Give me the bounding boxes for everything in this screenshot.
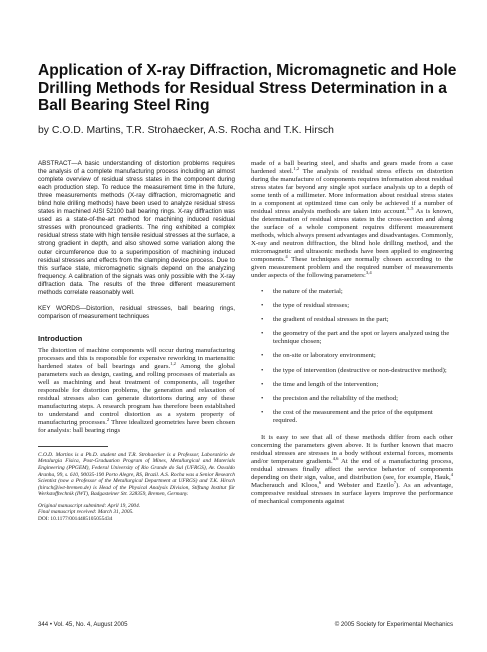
right-paragraph-2: It is easy to see that all of these methods differ from each other concerning the parameters given above. It is further known that macro residual stresses are stresses in a body without external forces, moments and/or temperature gradients.$^{4,6}$ At the end of a manufacturing process, residual stresses finally affect the service behavior of components depending on their sign, value, and distribution (see, for example, Hauk,$^4$ Macherauch and Kloos,$^6$ and Webster and Ezeilo$^7$). As an advantage, compressive residual stresses in surface layers improve the performance of mechanical components against — [251, 434, 454, 505]
introduction-heading: Introduction — [38, 333, 83, 343]
manuscript-dates: Original manuscript submitted: April 19, 2004. Final manuscript received: March 31, 2005. — [38, 502, 141, 516]
list-item: • the cost of the measurement and the price of the equipment required. — [261, 409, 433, 425]
bullet-icon: • — [261, 380, 264, 388]
list-item: • the on-site or laboratory environment; — [261, 352, 376, 360]
copyright-notice: © 2005 Society for Experimental Mechanics — [334, 621, 453, 628]
bullet-icon: • — [261, 409, 264, 417]
keywords: KEY WORDS—Distortion, residual stresses, ball bearing rings, comparison of measurement techniques — [38, 304, 235, 320]
author-affiliation-footnote: C.O.D. Martins is a Ph.D. student and T.R. Strohaecker is a Professor, Laboratório de Metalurgia Física, Post-Graduation Program of Mines, Metallurgical and Materials Engineering (PPGEM), Federal University of Rio Grande do Sul (UFRGS), Av. Osvaldo Aranha, 99, s. 610, 90035-190 Porto Alegre, RS, Brazil. A.S. Rocha was a Senior Research Scientist (now a Professor of the Metallurgical Department at UFRGS) and T.K. Hirsch (hirsch@iwt-bremen.de) is Head of the Physical Analysis Division, Stiftung Institut für Werkstofftechnik (IWT), Badgasteiner Str. 328359, Bremen, Germany. — [38, 451, 235, 498]
bullet-icon: • — [261, 394, 264, 402]
list-item: • the time and length of the intervention; — [261, 380, 379, 388]
list-item: • the precision and the reliability of the method; — [261, 394, 399, 402]
bullet-icon: • — [261, 366, 264, 374]
article-title: Application of X-ray Diffraction, Micromagnetic and Hole Drilling Methods for Residual Stress Determination in a Ball Bearing Steel Ring — [38, 62, 457, 114]
left-column — [38, 160, 235, 523]
list-item: • the geometry of the part and the spot or layers analyzed using the technique chosen; — [261, 330, 450, 346]
footnote-divider — [38, 446, 108, 447]
list-item: • the gradient of residual stresses in the part; — [261, 316, 389, 324]
parameter-list — [251, 288, 453, 425]
right-column — [251, 160, 453, 506]
abstract: ABSTRACT—A basic understanding of distortion problems requires the analysis of a complete manufacturing process including an almost complete overview of residual stress states in the component during each production step. To reduce the measurement time in the future, three measurements methods (X-ray diffraction, micromagnetic and blind hole drilling methods) have been used to analyze residual stress states in machined AISI 52100 ball bearing rings. X-ray diffraction was used as a state-of-the-art method for machining induced residual stresses with pronounced gradients. The ring exhibited a complex residual stress state with high tensile residual stresses at the surface, a strong gradient in depth, and also showed some variation along the outer circumference due to a superimposition of machining induced residual stresses and effects from the clamping device process. Due to this surface state, micromagnetic signals depend on the analyzing frequency. A calibration of the signals was only possible with the X-ray diffraction data. The results of the three different measurement methods correlate reasonably well. — [38, 160, 235, 296]
bullet-icon: • — [261, 352, 264, 360]
bullet-icon: • — [261, 287, 264, 295]
list-item: • the type of intervention (destructive or non-destructive method); — [261, 366, 447, 374]
journal-issue-info: 344 • Vol. 45, No. 4, August 2005 — [38, 621, 128, 628]
bullet-icon: • — [261, 330, 264, 338]
author-line: by C.O.D. Martins, T.R. Strohaecker, A.S. Rocha and T.K. Hirsch — [38, 125, 334, 136]
list-item: • the type of residual stresses; — [261, 301, 350, 309]
doi: DOI: 10.1177/0014485105055434 — [38, 516, 113, 523]
bullet-icon: • — [261, 316, 264, 324]
right-paragraph-1: made of a ball bearing steel, and shafts and gears made from a case hardened steel.$^{1,2}$ The analysis of residual stress effects on distortion during the manufacture of components requires information about residual stress states far beyond any single spot surface analysis up to a depth of some tenth of a millimeter. More information about residual stress states in a component at optimized time can only be achieved if a number of residual stress analysis methods are taken into account.$^{3-5}$ As is known, the determination of residual stress states in the cross-section and along the surface of a whole component requires different measurement methods, which always present advantages and disadvantages. Commonly, X-ray and neutron diffraction, the blind hole drilling method, and the micromagnetic and ultrasonic methods have been applied to engineering components.$^4$ These techniques are normally chosen according to the given measurement problem and the required number of measurements under aspects of the following parameters:$^{3,4}$ — [251, 160, 454, 279]
bullet-icon: • — [261, 301, 264, 309]
introduction-paragraph: The distortion of machine components will occur during manufacturing processes and this is responsible for expensive reworking in martensitic hardened states of ball bearings and gears.$^{1,2}$ Among the global parameters such as design, casting, and rolling processes of materials as well as machining and heat treatment of components, all together responsible for distortion problems, the generation and relaxation of residual stresses also can generate distortions during any of these manufacturing steps. A research program has therefore been established to understand and control distortion as a system property of manufacturing processes.$^2$ Three idealized geometries have been chosen for analysis: ball bearing rings — [38, 346, 235, 434]
list-item: • the nature of the material; — [261, 287, 343, 295]
